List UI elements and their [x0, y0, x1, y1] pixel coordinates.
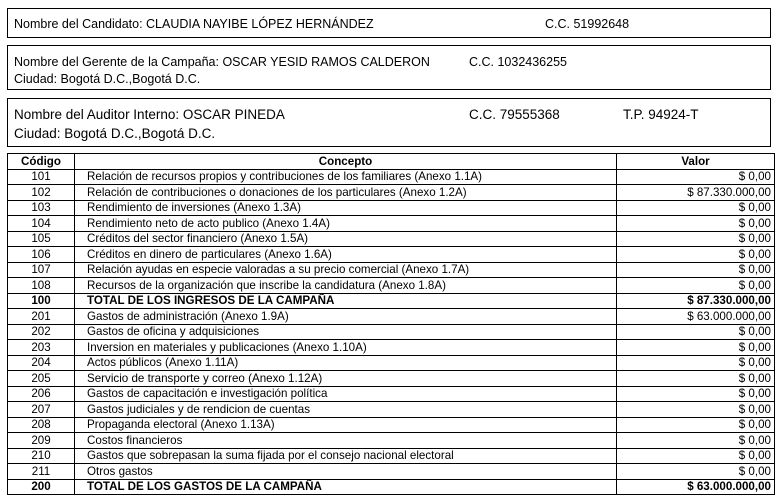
row-code: 201 — [8, 309, 75, 325]
row-value: $ 0,00 — [617, 340, 775, 356]
table-row — [8, 216, 775, 232]
row-code: 204 — [8, 355, 75, 371]
row-value: $ 0,00 — [617, 216, 775, 232]
manager-name: Nombre del Gerente de la Campaña: OSCAR YESID RAMOS CALDERON — [14, 55, 430, 69]
table-row — [8, 169, 775, 185]
auditor-box — [7, 98, 771, 147]
row-concept: TOTAL DE LOS GASTOS DE LA CAMPAÑA — [75, 479, 617, 495]
table-row — [8, 355, 775, 371]
table-row — [8, 262, 775, 278]
row-value: $ 87.330.000,00 — [617, 293, 775, 309]
row-code: 106 — [8, 247, 75, 263]
auditor-tp: T.P. 94924-T — [623, 107, 699, 122]
row-concept: Gastos de administración (Anexo 1.9A) — [75, 309, 617, 325]
row-concept: Rendimiento neto de acto publico (Anexo 1.4A) — [75, 216, 617, 232]
header-concept: Concepto — [75, 154, 617, 170]
row-code: 200 — [8, 479, 75, 495]
row-code: 105 — [8, 231, 75, 247]
row-value: $ 63.000.000,00 — [617, 479, 775, 495]
row-concept: Créditos en dinero de particulares (Anexo 1.6A) — [75, 247, 617, 263]
row-concept: Créditos del sector financiero (Anexo 1.5A) — [75, 231, 617, 247]
auditor-name: Nombre del Auditor Interno: OSCAR PINEDA — [14, 107, 285, 122]
row-concept: Actos públicos (Anexo 1.11A) — [75, 355, 617, 371]
row-code: 208 — [8, 417, 75, 433]
row-concept: Gastos de capacitación e investigación política — [75, 386, 617, 402]
row-value: $ 0,00 — [617, 278, 775, 294]
row-value: $ 0,00 — [617, 355, 775, 371]
row-concept: Inversion en materiales y publicaciones (Anexo 1.10A) — [75, 340, 617, 356]
row-code: 107 — [8, 262, 75, 278]
row-code: 210 — [8, 448, 75, 464]
row-concept: Gastos de oficina y adquisiciones — [75, 324, 617, 340]
row-code: 104 — [8, 216, 75, 232]
row-value: $ 0,00 — [617, 417, 775, 433]
row-value: $ 0,00 — [617, 433, 775, 449]
row-code: 100 — [8, 293, 75, 309]
table-row — [8, 278, 775, 294]
table-row — [8, 464, 775, 480]
header-code: Código — [8, 154, 75, 170]
table-row — [8, 386, 775, 402]
row-value: $ 0,00 — [617, 371, 775, 387]
candidate-name: Nombre del Candidato: CLAUDIA NAYIBE LÓPEZ HERNÁNDEZ — [14, 17, 374, 31]
manager-cc: C.C. 1032436255 — [469, 55, 567, 69]
table-header-row — [8, 154, 775, 170]
row-concept: Otros gastos — [75, 464, 617, 480]
manager-city: Ciudad: Bogotá D.C.,Bogotá D.C. — [14, 72, 201, 86]
row-concept: Relación ayudas en especie valoradas a su precio comercial (Anexo 1.7A) — [75, 262, 617, 278]
row-code: 108 — [8, 278, 75, 294]
row-code: 103 — [8, 200, 75, 216]
row-concept: Rendimiento de inversiones (Anexo 1.3A) — [75, 200, 617, 216]
auditor-city: Ciudad: Bogotá D.C.,Bogotá D.C. — [14, 126, 216, 141]
table-row — [8, 324, 775, 340]
row-value: $ 0,00 — [617, 247, 775, 263]
table-row — [8, 433, 775, 449]
row-value: $ 0,00 — [617, 169, 775, 185]
table-row — [8, 231, 775, 247]
row-concept: Servicio de transporte y correo (Anexo 1.12A) — [75, 371, 617, 387]
table-row — [8, 371, 775, 387]
header-value: Valor — [617, 154, 775, 170]
candidate-cc: C.C. 51992648 — [545, 17, 630, 31]
row-value: $ 87.330.000,00 — [617, 185, 775, 201]
table-row — [8, 402, 775, 418]
table-row — [8, 200, 775, 216]
table-row — [8, 247, 775, 263]
row-value: $ 0,00 — [617, 200, 775, 216]
row-code: 101 — [8, 169, 75, 185]
row-value: $ 0,00 — [617, 464, 775, 480]
row-code: 203 — [8, 340, 75, 356]
row-concept: Relación de contribuciones o donaciones de los particulares (Anexo 1.2A) — [75, 185, 617, 201]
row-concept: Costos financieros — [75, 433, 617, 449]
row-code: 206 — [8, 386, 75, 402]
row-code: 207 — [8, 402, 75, 418]
row-concept: Relación de recursos propios y contribuciones de los familiares (Anexo 1.1A) — [75, 169, 617, 185]
table-row — [8, 417, 775, 433]
table-row-total — [8, 293, 775, 309]
candidate-box — [7, 8, 771, 38]
row-concept: Gastos judiciales y de rendicion de cuentas — [75, 402, 617, 418]
table-row-total — [8, 479, 775, 495]
row-value: $ 0,00 — [617, 262, 775, 278]
table-row — [8, 448, 775, 464]
row-concept: Gastos que sobrepasan la suma fijada por el consejo nacional electoral — [75, 448, 617, 464]
row-value: $ 0,00 — [617, 231, 775, 247]
row-value: $ 0,00 — [617, 386, 775, 402]
table-row — [8, 185, 775, 201]
auditor-cc: C.C. 79555368 — [469, 107, 560, 122]
row-concept: Recursos de la organización que inscribe la candidatura (Anexo 1.8A) — [75, 278, 617, 294]
row-value: $ 0,00 — [617, 324, 775, 340]
row-code: 211 — [8, 464, 75, 480]
income-expense-table — [7, 153, 775, 495]
table-row — [8, 309, 775, 325]
table-row — [8, 340, 775, 356]
row-value: $ 63.000.000,00 — [617, 309, 775, 325]
manager-box — [7, 45, 771, 90]
row-code: 205 — [8, 371, 75, 387]
row-concept: TOTAL DE LOS INGRESOS DE LA CAMPAÑA — [75, 293, 617, 309]
row-code: 202 — [8, 324, 75, 340]
row-code: 209 — [8, 433, 75, 449]
row-concept: Propaganda electoral (Anexo 1.13A) — [75, 417, 617, 433]
row-code: 102 — [8, 185, 75, 201]
row-value: $ 0,00 — [617, 402, 775, 418]
row-value: $ 0,00 — [617, 448, 775, 464]
